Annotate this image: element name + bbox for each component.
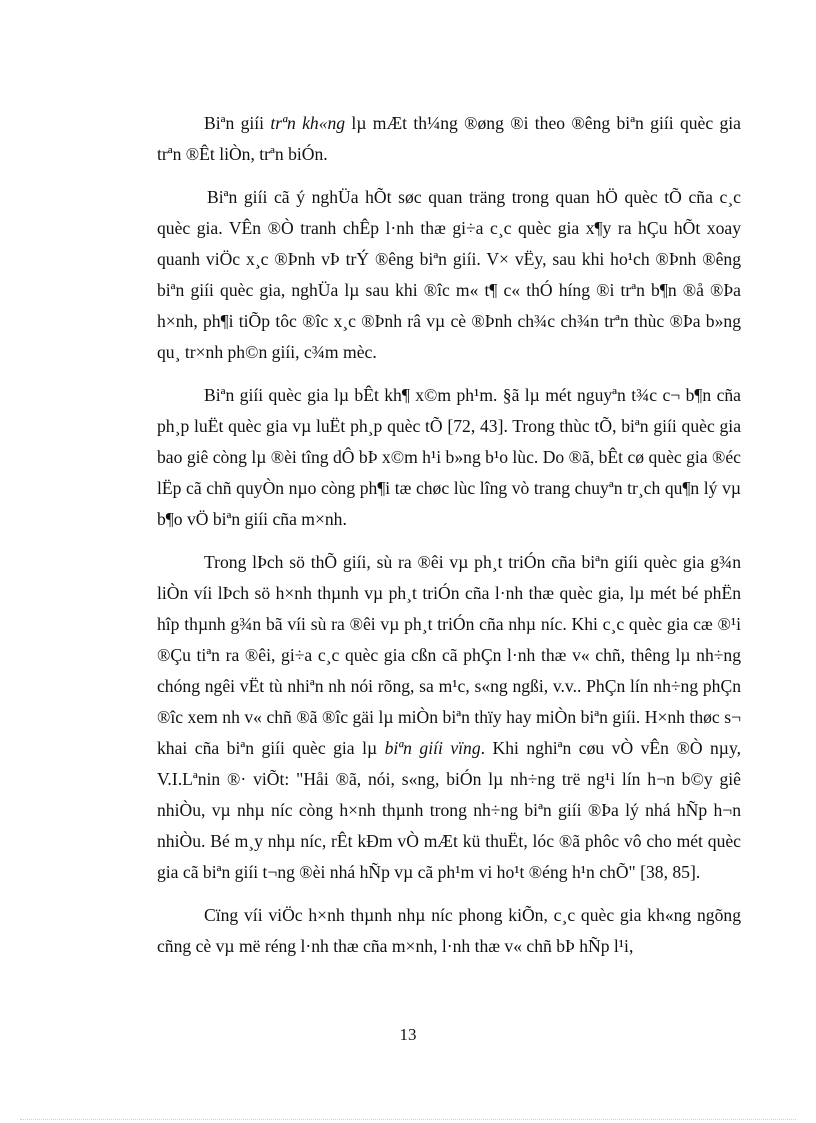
text-run: Biªn giíi cã ý nghÜa hÕt søc quan träng trong quan hÖ quèc tÕ cña c¸c quèc gia. VÊn ®Ò tranh chÊp l·nh thæ gi÷a c¸c quèc gia x¶y ra hÇu hÕt xoay quanh viÖc x¸c ®Þnh vÞ trÝ ®êng biªn giíi. V× vËy, sau khi ho¹ch ®Þnh ®êng biªn giíi quèc gia, nghÜa lµ sau khi ®îc m« t¶ c« thÓ híng ®i trªn b¶n ®å ®Þa h×nh, ph¶i tiÕp tôc ®îc x¸c ®Þnh râ vµ cè ®Þnh ch¾c ch¾n trªn thùc ®Þa b»ng qu¸ tr×nh ph©n giíi, c¾m mèc. <box>157 187 741 362</box>
text-run: lµ mÆt th¼ng ®øng ®i theo ®êng biªn giíi quèc gia trªn ®Êt liÒn, trªn biÓn. <box>157 113 741 164</box>
text-run: . Khi nghiªn cøu vÒ vÊn ®Ò nµy, V.I.Lªnin ®· viÕt: "Håi ®ã, nói, s«ng, biÓn lµ nh÷ng trë ng¹i lín h¬n b©y giê nhiÒu, vµ nhµ níc còng h×nh thµnh trong nh÷ng biªn giíi ®Þa lý nhá hÑp h¬n nhiÒu. Bé m¸y nhµ níc, rÊt kÐm vÒ mÆt kü thuËt, lóc ®ã phôc vô cho mét quèc gia cã biªn giíi t¬ng ®èi nhá hÑp vµ cã ph¹m vi ho¹t ®éng h¹n chÕ" [38, 85]. <box>157 738 741 882</box>
paragraph <box>157 108 741 170</box>
paragraph <box>157 900 741 962</box>
page-number: 13 <box>399 1025 417 1044</box>
paragraph <box>157 380 741 535</box>
text-run: Biªn giíi quèc gia lµ bÊt kh¶ x©m ph¹m. §ã lµ mét nguyªn t¾c c¬ b¶n cña ph¸p luËt quèc gia vµ luËt ph¸p quèc tÕ [72, 43]. Trong thùc tÕ, biªn giíi quèc gia bao giê còng lµ ®èi tîng dÔ bÞ x©m h¹i b»ng b¹o lùc. Do ®ã, bÊt cø quèc gia ®éc lËp cã chñ quyÒn nµo còng ph¶i tæ chøc lùc lîng vò trang chuyªn tr¸ch qu¶n lý vµ b¶o vÖ biªn giíi cña m×nh. <box>157 385 741 529</box>
paragraph <box>157 547 741 888</box>
text-run: Biªn giíi <box>204 113 271 133</box>
italic-term: biªn giíi vïng <box>384 738 481 758</box>
italic-term: trªn kh«ng <box>270 113 346 133</box>
text-run: Cïng víi viÖc h×nh thµnh nhµ níc phong kiÕn, c¸c quèc gia kh«ng ngõng cñng cè vµ më réng l·nh thæ cña m×nh, l·nh thæ v« chñ bÞ hÑp l¹i, <box>157 905 741 956</box>
text-run: Trong lÞch sö thÕ giíi, sù ra ®êi vµ ph¸t triÓn cña biªn giíi quèc gia g¾n liÒn víi lÞch sö h×nh thµnh vµ ph¸t triÓn cña l·nh thæ quèc gia, lµ mét bé phËn hîp thµnh g¾n bã víi sù ra ®êi vµ ph¸t triÓn cña nhµ níc. Khi c¸c quèc gia cæ ®¹i ®Çu tiªn ra ®êi, gi÷a c¸c quèc gia cßn cã phÇn l·nh thæ v« chñ, thêng lµ nh÷ng chóng ngêi vËt tù nhiªn nh nói rõng, sa m¹c, s«ng ngßi, v.v.. PhÇn lín nh÷ng phÇn ®îc xem nh v« chñ ®ã ®îc gäi lµ miÒn biªn thïy hay miÒn biªn giíi. H×nh thøc s¬ khai cña biªn giíi quèc gia lµ <box>157 552 741 758</box>
bottom-rule <box>20 1119 796 1120</box>
paragraph <box>157 182 741 368</box>
body-text <box>157 108 741 974</box>
